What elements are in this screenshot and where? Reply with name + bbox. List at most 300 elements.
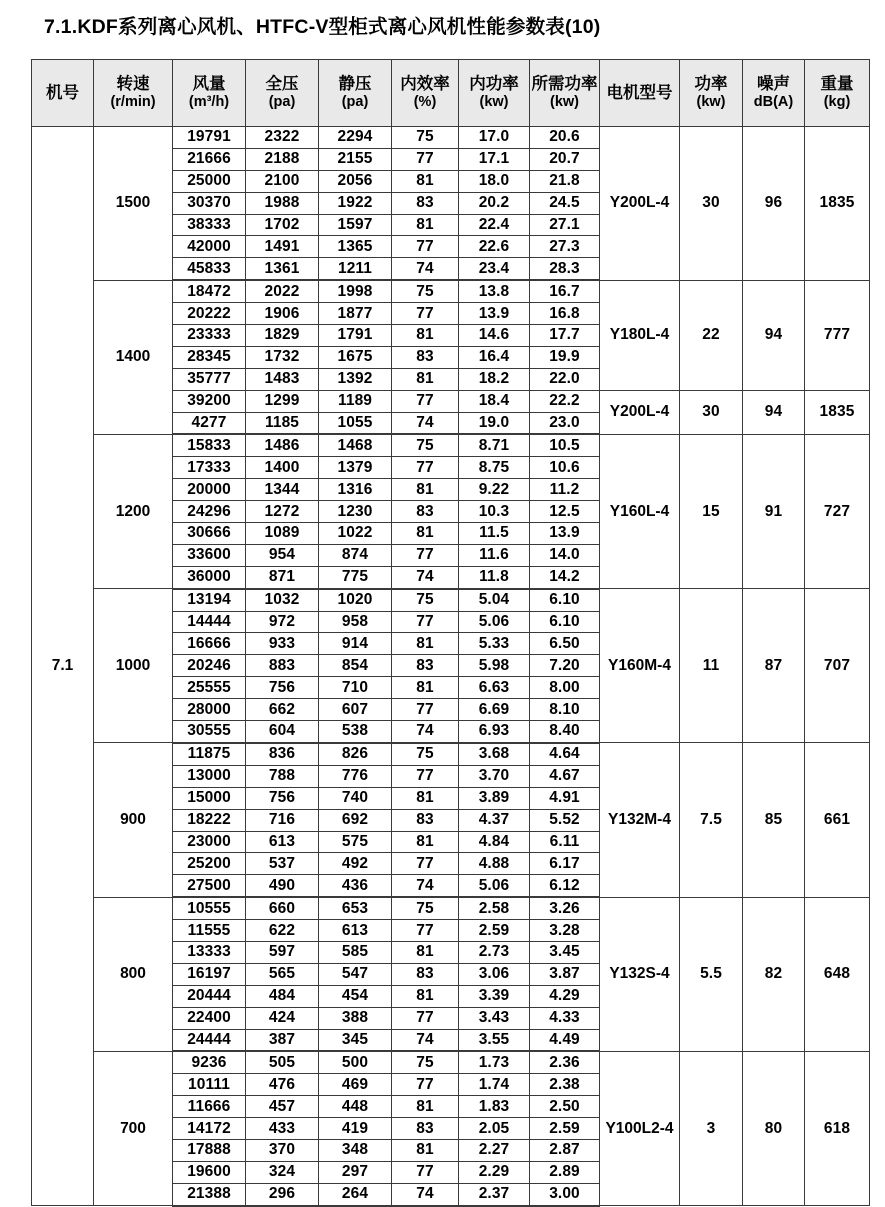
cell-air-volume: 25555 <box>173 677 246 699</box>
cell-inner-efficiency: 77 <box>392 920 459 942</box>
cell-static-pressure: 436 <box>319 875 392 897</box>
cell-required-power: 3.87 <box>530 963 600 985</box>
cell-static-pressure: 388 <box>319 1007 392 1029</box>
column-header-unit: (m³/h) <box>188 94 230 111</box>
cell-static-pressure: 547 <box>319 963 392 985</box>
cell-rotation-speed: 900 <box>94 743 173 897</box>
cell-required-power: 24.5 <box>530 192 600 214</box>
cell-noise: 96 <box>743 127 805 281</box>
cell-weight: 1835 <box>805 127 870 281</box>
cell-required-power: 7.20 <box>530 655 600 677</box>
cell-inner-efficiency: 83 <box>392 192 459 214</box>
cell-air-volume: 22400 <box>173 1007 246 1029</box>
column-header-unit: dB(A) <box>753 94 794 111</box>
cell-required-power: 11.2 <box>530 479 600 501</box>
cell-total-pressure: 1702 <box>246 214 319 236</box>
cell-total-pressure: 296 <box>246 1183 319 1205</box>
cell-inner-efficiency: 81 <box>392 523 459 545</box>
cell-rotation-speed: 1400 <box>94 280 173 434</box>
cell-air-volume: 30370 <box>173 192 246 214</box>
cell-motor-model: Y180L-4 <box>600 280 680 390</box>
cell-inner-efficiency: 74 <box>392 721 459 743</box>
cell-inner-efficiency: 81 <box>392 479 459 501</box>
cell-air-volume: 36000 <box>173 566 246 588</box>
cell-air-volume: 42000 <box>173 236 246 258</box>
cell-motor-power: 15 <box>680 434 743 588</box>
cell-total-pressure: 2188 <box>246 148 319 170</box>
cell-static-pressure: 345 <box>319 1029 392 1051</box>
cell-static-pressure: 1189 <box>319 390 392 412</box>
cell-inner-power: 18.0 <box>459 170 530 192</box>
cell-total-pressure: 2322 <box>246 127 319 149</box>
column-header-required-power <box>530 60 600 127</box>
cell-static-pressure: 1365 <box>319 236 392 258</box>
cell-inner-efficiency: 83 <box>392 963 459 985</box>
cell-total-pressure: 1089 <box>246 523 319 545</box>
cell-total-pressure: 1185 <box>246 412 319 434</box>
cell-static-pressure: 1468 <box>319 434 392 456</box>
column-header-weight <box>805 60 870 127</box>
cell-inner-efficiency: 77 <box>392 1161 459 1183</box>
cell-rotation-speed: 1500 <box>94 127 173 281</box>
cell-air-volume: 24444 <box>173 1029 246 1051</box>
cell-static-pressure: 469 <box>319 1074 392 1096</box>
cell-required-power: 4.29 <box>530 985 600 1007</box>
cell-inner-power: 5.06 <box>459 875 530 897</box>
table-header <box>32 60 870 127</box>
cell-total-pressure: 972 <box>246 611 319 633</box>
cell-required-power: 4.33 <box>530 1007 600 1029</box>
cell-required-power: 4.67 <box>530 765 600 787</box>
cell-inner-efficiency: 83 <box>392 501 459 523</box>
cell-total-pressure: 2100 <box>246 170 319 192</box>
cell-noise: 94 <box>743 390 805 434</box>
cell-total-pressure: 537 <box>246 853 319 875</box>
cell-noise: 80 <box>743 1051 805 1205</box>
column-header-inner-efficiency <box>392 60 459 127</box>
cell-inner-efficiency: 81 <box>392 787 459 809</box>
column-header-unit-no <box>32 60 94 127</box>
cell-air-volume: 11555 <box>173 920 246 942</box>
table-row <box>32 1051 870 1073</box>
cell-total-pressure: 1299 <box>246 390 319 412</box>
column-header-title: 机号 <box>46 83 79 102</box>
cell-weight: 777 <box>805 280 870 390</box>
cell-total-pressure: 1486 <box>246 434 319 456</box>
cell-required-power: 6.12 <box>530 875 600 897</box>
column-header-total-pressure <box>246 60 319 127</box>
cell-total-pressure: 424 <box>246 1007 319 1029</box>
cell-inner-efficiency: 83 <box>392 1118 459 1140</box>
cell-air-volume: 25200 <box>173 853 246 875</box>
cell-air-volume: 39200 <box>173 390 246 412</box>
cell-inner-power: 3.39 <box>459 985 530 1007</box>
cell-total-pressure: 457 <box>246 1096 319 1118</box>
cell-static-pressure: 1922 <box>319 192 392 214</box>
cell-air-volume: 23333 <box>173 325 246 347</box>
cell-rotation-speed: 800 <box>94 897 173 1051</box>
cell-total-pressure: 505 <box>246 1051 319 1073</box>
cell-inner-efficiency: 77 <box>392 1007 459 1029</box>
column-header-unit: (r/min) <box>110 94 156 111</box>
cell-inner-power: 2.58 <box>459 897 530 919</box>
column-header-noise <box>743 60 805 127</box>
cell-inner-power: 6.63 <box>459 677 530 699</box>
cell-total-pressure: 954 <box>246 544 319 566</box>
cell-noise: 82 <box>743 897 805 1051</box>
table-row <box>32 897 870 919</box>
cell-static-pressure: 607 <box>319 699 392 721</box>
cell-motor-model: Y132M-4 <box>600 743 680 897</box>
cell-total-pressure: 1732 <box>246 346 319 368</box>
cell-total-pressure: 324 <box>246 1161 319 1183</box>
cell-required-power: 6.50 <box>530 633 600 655</box>
cell-inner-power: 16.4 <box>459 346 530 368</box>
cell-air-volume: 20246 <box>173 655 246 677</box>
cell-total-pressure: 565 <box>246 963 319 985</box>
cell-air-volume: 23000 <box>173 831 246 853</box>
column-header-title: 转速 <box>116 75 150 94</box>
cell-weight: 1835 <box>805 390 870 434</box>
cell-air-volume: 25000 <box>173 170 246 192</box>
cell-air-volume: 13194 <box>173 589 246 611</box>
cell-static-pressure: 264 <box>319 1183 392 1205</box>
cell-total-pressure: 387 <box>246 1029 319 1051</box>
cell-motor-model: Y132S-4 <box>600 897 680 1051</box>
column-header-title: 全压 <box>265 75 299 94</box>
cell-air-volume: 45833 <box>173 258 246 280</box>
cell-air-volume: 18222 <box>173 809 246 831</box>
cell-inner-efficiency: 75 <box>392 280 459 302</box>
cell-rotation-speed: 700 <box>94 1051 173 1205</box>
cell-inner-power: 17.0 <box>459 127 530 149</box>
cell-required-power: 16.7 <box>530 280 600 302</box>
table-row <box>32 127 870 149</box>
cell-required-power: 20.7 <box>530 148 600 170</box>
cell-required-power: 3.26 <box>530 897 600 919</box>
cell-inner-power: 5.04 <box>459 589 530 611</box>
fan-performance-table <box>31 59 870 1207</box>
cell-air-volume: 35777 <box>173 368 246 390</box>
cell-required-power: 2.50 <box>530 1096 600 1118</box>
cell-air-volume: 20000 <box>173 479 246 501</box>
cell-total-pressure: 1988 <box>246 192 319 214</box>
cell-static-pressure: 2155 <box>319 148 392 170</box>
cell-weight: 648 <box>805 897 870 1051</box>
cell-total-pressure: 484 <box>246 985 319 1007</box>
cell-static-pressure: 538 <box>319 721 392 743</box>
cell-motor-model: Y100L2-4 <box>600 1051 680 1205</box>
cell-inner-power: 4.88 <box>459 853 530 875</box>
cell-inner-efficiency: 81 <box>392 214 459 236</box>
cell-inner-efficiency: 77 <box>392 236 459 258</box>
cell-inner-efficiency: 83 <box>392 809 459 831</box>
column-header-title: 噪声 <box>757 75 790 94</box>
cell-air-volume: 13000 <box>173 765 246 787</box>
column-header-unit: (kg) <box>823 94 851 111</box>
cell-air-volume: 28000 <box>173 699 246 721</box>
cell-required-power: 6.10 <box>530 611 600 633</box>
cell-total-pressure: 1272 <box>246 501 319 523</box>
cell-inner-efficiency: 74 <box>392 412 459 434</box>
cell-total-pressure: 597 <box>246 941 319 963</box>
cell-inner-power: 2.05 <box>459 1118 530 1140</box>
cell-air-volume: 15833 <box>173 434 246 456</box>
cell-air-volume: 19600 <box>173 1161 246 1183</box>
cell-inner-power: 11.5 <box>459 523 530 545</box>
cell-inner-efficiency: 75 <box>392 589 459 611</box>
cell-air-volume: 30555 <box>173 721 246 743</box>
cell-inner-power: 8.71 <box>459 434 530 456</box>
cell-total-pressure: 1483 <box>246 368 319 390</box>
cell-inner-power: 11.8 <box>459 566 530 588</box>
cell-inner-efficiency: 74 <box>392 258 459 280</box>
cell-static-pressure: 454 <box>319 985 392 1007</box>
column-header-motor-model <box>600 60 680 127</box>
cell-total-pressure: 1491 <box>246 236 319 258</box>
cell-total-pressure: 1361 <box>246 258 319 280</box>
cell-motor-power: 5.5 <box>680 897 743 1051</box>
cell-total-pressure: 933 <box>246 633 319 655</box>
cell-air-volume: 18472 <box>173 280 246 302</box>
cell-required-power: 8.00 <box>530 677 600 699</box>
cell-static-pressure: 740 <box>319 787 392 809</box>
column-header-title: 所需功率 <box>531 75 598 94</box>
cell-noise: 94 <box>743 280 805 390</box>
cell-air-volume: 16197 <box>173 963 246 985</box>
cell-motor-power: 22 <box>680 280 743 390</box>
cell-inner-efficiency: 81 <box>392 1096 459 1118</box>
cell-inner-power: 22.6 <box>459 236 530 258</box>
cell-static-pressure: 2294 <box>319 127 392 149</box>
cell-air-volume: 17333 <box>173 457 246 479</box>
cell-required-power: 10.6 <box>530 457 600 479</box>
cell-total-pressure: 490 <box>246 875 319 897</box>
cell-static-pressure: 1379 <box>319 457 392 479</box>
cell-inner-efficiency: 81 <box>392 941 459 963</box>
cell-inner-power: 23.4 <box>459 258 530 280</box>
cell-inner-power: 6.69 <box>459 699 530 721</box>
cell-rotation-speed: 1200 <box>94 434 173 588</box>
cell-inner-efficiency: 77 <box>392 303 459 325</box>
spec-table-container <box>31 59 859 1207</box>
cell-static-pressure: 826 <box>319 743 392 765</box>
column-header-static-pressure <box>319 60 392 127</box>
cell-static-pressure: 297 <box>319 1161 392 1183</box>
cell-static-pressure: 958 <box>319 611 392 633</box>
cell-inner-power: 14.6 <box>459 325 530 347</box>
cell-total-pressure: 756 <box>246 677 319 699</box>
cell-inner-efficiency: 77 <box>392 765 459 787</box>
cell-inner-efficiency: 81 <box>392 633 459 655</box>
cell-required-power: 4.91 <box>530 787 600 809</box>
cell-inner-power: 8.75 <box>459 457 530 479</box>
column-header-rotation-speed <box>94 60 173 127</box>
cell-total-pressure: 660 <box>246 897 319 919</box>
cell-inner-efficiency: 83 <box>392 655 459 677</box>
cell-total-pressure: 871 <box>246 566 319 588</box>
cell-noise: 85 <box>743 743 805 897</box>
cell-weight: 661 <box>805 743 870 897</box>
cell-air-volume: 21388 <box>173 1183 246 1205</box>
cell-rotation-speed: 1000 <box>94 589 173 743</box>
cell-static-pressure: 585 <box>319 941 392 963</box>
cell-inner-power: 5.33 <box>459 633 530 655</box>
cell-inner-efficiency: 77 <box>392 148 459 170</box>
cell-inner-power: 11.6 <box>459 544 530 566</box>
cell-inner-efficiency: 74 <box>392 566 459 588</box>
cell-static-pressure: 692 <box>319 809 392 831</box>
column-header-title: 重量 <box>820 75 854 94</box>
cell-required-power: 4.49 <box>530 1029 600 1051</box>
cell-total-pressure: 1906 <box>246 303 319 325</box>
cell-static-pressure: 1877 <box>319 303 392 325</box>
cell-total-pressure: 1344 <box>246 479 319 501</box>
cell-required-power: 19.9 <box>530 346 600 368</box>
cell-inner-power: 13.9 <box>459 303 530 325</box>
cell-motor-power: 3 <box>680 1051 743 1205</box>
cell-total-pressure: 2022 <box>246 280 319 302</box>
cell-inner-power: 3.70 <box>459 765 530 787</box>
cell-required-power: 3.45 <box>530 941 600 963</box>
cell-required-power: 12.5 <box>530 501 600 523</box>
cell-total-pressure: 1032 <box>246 589 319 611</box>
cell-required-power: 2.38 <box>530 1074 600 1096</box>
cell-motor-model: Y160M-4 <box>600 589 680 743</box>
cell-inner-power: 17.1 <box>459 148 530 170</box>
cell-static-pressure: 775 <box>319 566 392 588</box>
cell-air-volume: 21666 <box>173 148 246 170</box>
cell-air-volume: 20222 <box>173 303 246 325</box>
cell-inner-power: 3.68 <box>459 743 530 765</box>
column-header-motor-power <box>680 60 743 127</box>
cell-air-volume: 24296 <box>173 501 246 523</box>
cell-inner-efficiency: 75 <box>392 1051 459 1073</box>
cell-static-pressure: 710 <box>319 677 392 699</box>
column-header-unit: (kw) <box>479 94 509 111</box>
cell-required-power: 14.0 <box>530 544 600 566</box>
cell-total-pressure: 662 <box>246 699 319 721</box>
cell-inner-efficiency: 77 <box>392 457 459 479</box>
cell-motor-model: Y200L-4 <box>600 390 680 434</box>
cell-required-power: 23.0 <box>530 412 600 434</box>
table-row <box>32 280 870 302</box>
cell-required-power: 16.8 <box>530 303 600 325</box>
cell-static-pressure: 1211 <box>319 258 392 280</box>
cell-air-volume: 10111 <box>173 1074 246 1096</box>
cell-inner-efficiency: 74 <box>392 875 459 897</box>
cell-air-volume: 11666 <box>173 1096 246 1118</box>
cell-air-volume: 28345 <box>173 346 246 368</box>
cell-inner-power: 3.55 <box>459 1029 530 1051</box>
cell-inner-power: 6.93 <box>459 721 530 743</box>
cell-required-power: 20.6 <box>530 127 600 149</box>
cell-inner-efficiency: 75 <box>392 127 459 149</box>
cell-total-pressure: 1829 <box>246 325 319 347</box>
cell-required-power: 10.5 <box>530 434 600 456</box>
column-header-title: 功率 <box>694 75 728 94</box>
cell-required-power: 27.3 <box>530 236 600 258</box>
cell-inner-power: 1.73 <box>459 1051 530 1073</box>
cell-weight: 618 <box>805 1051 870 1205</box>
cell-static-pressure: 1055 <box>319 412 392 434</box>
cell-air-volume: 30666 <box>173 523 246 545</box>
cell-static-pressure: 419 <box>319 1118 392 1140</box>
cell-air-volume: 13333 <box>173 941 246 963</box>
cell-air-volume: 17888 <box>173 1139 246 1161</box>
cell-required-power: 6.11 <box>530 831 600 853</box>
cell-static-pressure: 500 <box>319 1051 392 1073</box>
cell-inner-power: 10.3 <box>459 501 530 523</box>
cell-inner-power: 4.37 <box>459 809 530 831</box>
cell-air-volume: 11875 <box>173 743 246 765</box>
cell-static-pressure: 1597 <box>319 214 392 236</box>
column-header-air-volume <box>173 60 246 127</box>
column-header-title: 电机型号 <box>606 83 673 102</box>
table-body <box>32 127 870 1206</box>
cell-total-pressure: 836 <box>246 743 319 765</box>
column-header-unit: (pa) <box>341 94 369 111</box>
cell-static-pressure: 854 <box>319 655 392 677</box>
cell-static-pressure: 1020 <box>319 589 392 611</box>
cell-air-volume: 15000 <box>173 787 246 809</box>
cell-required-power: 8.40 <box>530 721 600 743</box>
cell-static-pressure: 653 <box>319 897 392 919</box>
cell-inner-power: 2.73 <box>459 941 530 963</box>
cell-static-pressure: 1392 <box>319 368 392 390</box>
cell-unit-no: 7.1 <box>32 127 94 1206</box>
cell-inner-power: 5.98 <box>459 655 530 677</box>
cell-inner-power: 13.8 <box>459 280 530 302</box>
cell-required-power: 8.10 <box>530 699 600 721</box>
table-row <box>32 743 870 765</box>
cell-required-power: 14.2 <box>530 566 600 588</box>
cell-required-power: 22.2 <box>530 390 600 412</box>
column-header-title: 内功率 <box>469 75 519 94</box>
cell-total-pressure: 613 <box>246 831 319 853</box>
cell-weight: 727 <box>805 434 870 588</box>
cell-inner-power: 3.06 <box>459 963 530 985</box>
cell-air-volume: 10555 <box>173 897 246 919</box>
cell-weight: 707 <box>805 589 870 743</box>
cell-required-power: 3.28 <box>530 920 600 942</box>
cell-static-pressure: 348 <box>319 1139 392 1161</box>
table-row <box>32 434 870 456</box>
cell-inner-power: 1.83 <box>459 1096 530 1118</box>
cell-inner-power: 22.4 <box>459 214 530 236</box>
cell-total-pressure: 788 <box>246 765 319 787</box>
cell-static-pressure: 914 <box>319 633 392 655</box>
cell-total-pressure: 883 <box>246 655 319 677</box>
cell-inner-efficiency: 77 <box>392 853 459 875</box>
cell-static-pressure: 575 <box>319 831 392 853</box>
cell-motor-power: 11 <box>680 589 743 743</box>
cell-inner-power: 20.2 <box>459 192 530 214</box>
cell-inner-power: 2.27 <box>459 1139 530 1161</box>
cell-inner-power: 3.43 <box>459 1007 530 1029</box>
cell-static-pressure: 1675 <box>319 346 392 368</box>
cell-inner-efficiency: 81 <box>392 831 459 853</box>
cell-inner-efficiency: 75 <box>392 897 459 919</box>
cell-inner-power: 18.4 <box>459 390 530 412</box>
column-header-inner-power <box>459 60 530 127</box>
cell-inner-efficiency: 81 <box>392 1139 459 1161</box>
cell-required-power: 2.89 <box>530 1161 600 1183</box>
cell-air-volume: 27500 <box>173 875 246 897</box>
cell-noise: 91 <box>743 434 805 588</box>
page-title: 7.1.KDF系列离心风机、HTFC-V型柜式离心风机性能参数表(10) <box>44 16 601 38</box>
cell-noise: 87 <box>743 589 805 743</box>
